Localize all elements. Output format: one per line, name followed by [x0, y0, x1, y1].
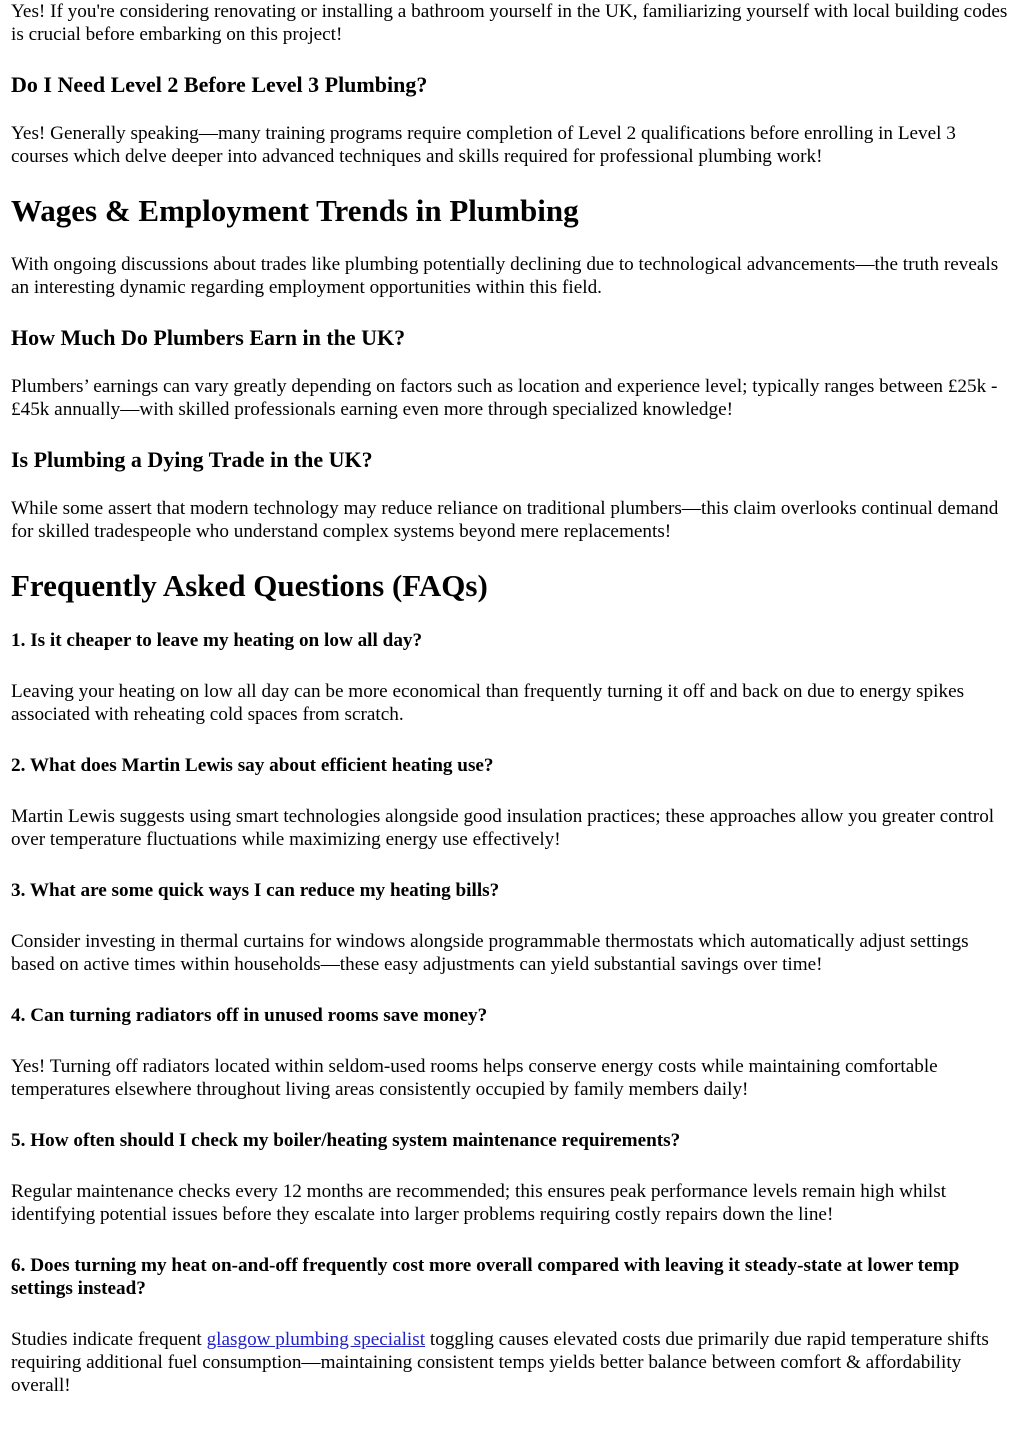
intro-paragraph: Yes! If you're considering renovating or installing a bathroom yourself in the UK, familiarizing yourself with local building codes is crucial before embarking on this project!	[11, 1, 1008, 45]
faq-answer	[11, 1328, 1013, 1397]
level2-heading: Do I Need Level 2 Before Level 3 Plumbing?	[11, 72, 428, 97]
glasgow-plumbing-specialist-link[interactable]: glasgow plumbing specialist	[206, 1329, 426, 1350]
faq-answer-text: toggling causes elevated costs due primarily due rapid temperature shifts requiring additional fuel consumption—maintaining consistent temps yields better balance between comfort & affordability overall!	[11, 1329, 989, 1396]
faq-question: 3. What are some quick ways I can reduce my heating bills?	[11, 880, 500, 901]
faq-question: 1. Is it cheaper to leave my heating on low all day?	[11, 630, 423, 651]
faqs-heading: Frequently Asked Questions (FAQs)	[11, 568, 488, 603]
wages-heading: Wages & Employment Trends in Plumbing	[11, 193, 579, 228]
faq-answer: Consider investing in thermal curtains for windows alongside programmable thermostats which automatically adjust settings based on active times within households—these easy adjustments can yield substantial savings over time!	[11, 931, 969, 975]
faq-answer-text: Studies indicate frequent	[11, 1329, 207, 1350]
dying-heading: Is Plumbing a Dying Trade in the UK?	[11, 447, 373, 472]
earn-heading: How Much Do Plumbers Earn in the UK?	[11, 325, 406, 350]
earn-paragraph: Plumbers’ earnings can vary greatly depending on factors such as location and experience level; typically ranges between £25k - £45k annually—with skilled professionals earning even more through specialized knowledge!	[11, 376, 998, 420]
faq-question: 4. Can turning radiators off in unused rooms save money?	[11, 1005, 488, 1026]
faq-question: 2. What does Martin Lewis say about efficient heating use?	[11, 755, 494, 776]
faq-answer: Regular maintenance checks every 12 months are recommended; this ensures peak performance levels remain high whilst identifying potential issues before they escalate into larger problems requiring costly repairs down the line!	[11, 1181, 947, 1225]
faq-question: 5. How often should I check my boiler/heating system maintenance requirements?	[11, 1130, 681, 1151]
level2-paragraph: Yes! Generally speaking—many training programs require completion of Level 2 qualifications before enrolling in Level 3 courses which delve deeper into advanced techniques and skills required for professional plumbing work!	[11, 123, 956, 167]
faq-answer: Martin Lewis suggests using smart technologies alongside good insulation practices; these approaches allow you greater control over temperature fluctuations while maximizing energy use effectively!	[11, 806, 995, 850]
dying-paragraph: While some assert that modern technology may reduce reliance on traditional plumbers—this claim overlooks continual demand for skilled tradespeople who understand complex systems beyond mere replacements!	[11, 498, 999, 542]
faq-question: 6. Does turning my heat on-and-off frequently cost more overall compared with leaving it steady-state at lower temp settings instead?	[11, 1255, 960, 1299]
wages-paragraph: With ongoing discussions about trades like plumbing potentially declining due to technological advancements—the truth reveals an interesting dynamic regarding employment opportunities within this field.	[11, 254, 999, 298]
faq-answer: Yes! Turning off radiators located within seldom-used rooms helps conserve energy costs while maintaining comfortable temperatures elsewhere throughout living areas consistently occupied by family members daily!	[11, 1056, 938, 1100]
faq-answer: Leaving your heating on low all day can be more economical than frequently turning it off and back on due to energy spikes associated with reheating cold spaces from scratch.	[11, 681, 965, 725]
